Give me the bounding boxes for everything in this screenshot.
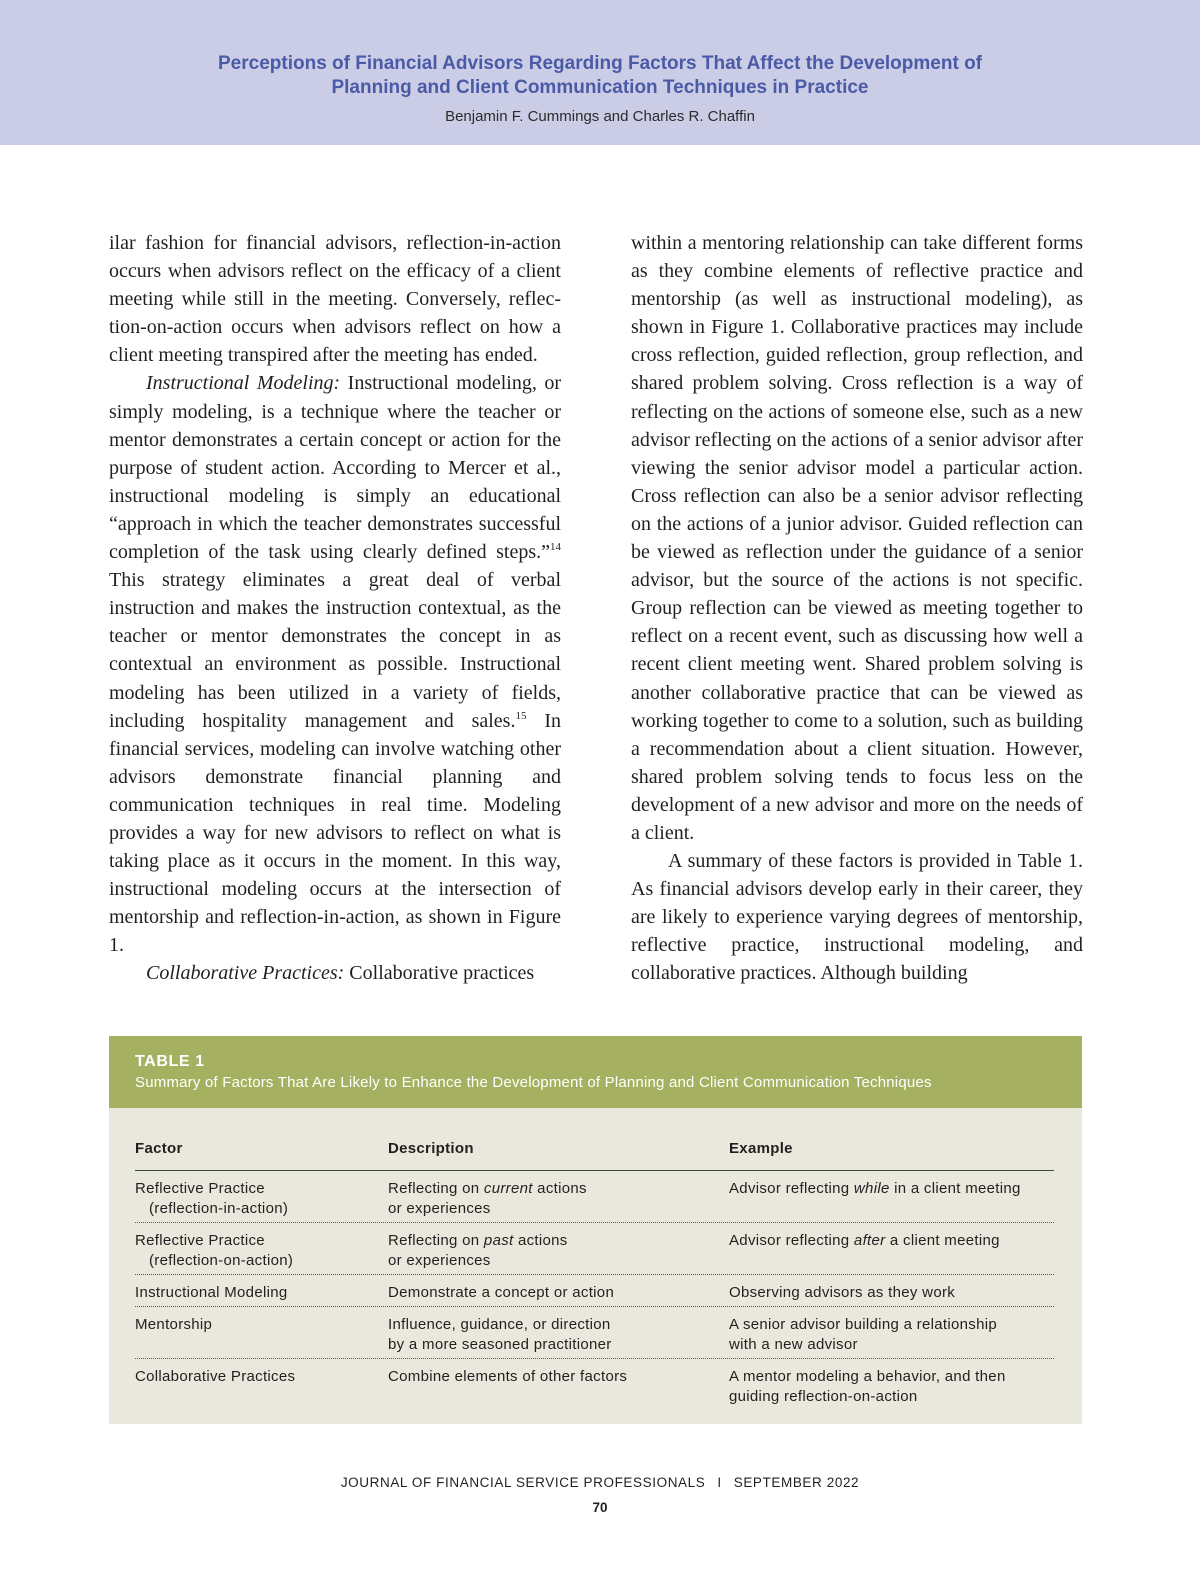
description-line-2: by a more seasoned practitioner: [388, 1336, 612, 1353]
article-authors: Benjamin F. Cummings and Charles R. Chaffin: [445, 108, 755, 125]
description-emphasis: current: [483, 1180, 533, 1197]
factor-subtype: (reflection-on-action): [149, 1252, 294, 1269]
table-row: [135, 1275, 1054, 1307]
example-line: A mentor modeling a behavior, and then: [729, 1368, 1006, 1385]
description-line: Influence, guidance, or direction: [388, 1316, 611, 1333]
example-line: [729, 1179, 1054, 1199]
running-header: [0, 0, 1200, 145]
description-text: Reflecting on: [388, 1232, 484, 1249]
running-footer: [0, 1475, 1200, 1490]
description-text: actions: [513, 1232, 568, 1249]
description-line-2: or experiences: [388, 1252, 491, 1269]
cell-factor: Instructional Modeling: [135, 1284, 288, 1301]
issue-date: SEPTEMBER 2022: [733, 1475, 860, 1490]
page-number: 70: [592, 1500, 608, 1515]
right-column: [631, 229, 1083, 988]
cell-example: [729, 1179, 1054, 1219]
table-row: [135, 1307, 1054, 1359]
factor-name: Reflective Practice: [135, 1180, 265, 1197]
example-emphasis: after: [853, 1232, 886, 1249]
description-text: actions: [532, 1180, 587, 1197]
section-run-in-heading: Collaborative Practices:: [146, 962, 345, 985]
cell-factor: [135, 1231, 388, 1271]
table-grid: [135, 1140, 1054, 1410]
example-line: A senior advisor building a relationship: [729, 1316, 997, 1333]
cell-description: Combine elements of other factors: [388, 1368, 628, 1385]
cell-factor: Collaborative Practices: [135, 1368, 296, 1385]
column-header-description: Description: [388, 1140, 474, 1157]
paragraph-text: In financial services, modeling can involve watching other advisors demonstrate financial planning and communication techniques in real time. Modeling provides a way for new advisors to reflect on what is taking place as it occurs in the moment. In this way, instructional modeling occurs at the intersection of mentorship and reflection-in-action, as shown in Figure 1.: [109, 709, 561, 957]
cell-factor: Mentorship: [135, 1316, 213, 1333]
factor-name: Reflective Practice: [135, 1232, 265, 1249]
paragraph-text: This strategy eliminates a great deal of verbal instruction and makes the instruction contextual, as the teacher or mentor demonstrates the concept in as contextual an environment as possible. Instructional modeling has been utilized in a variety of fields, including hospitality management and sales.: [109, 569, 561, 732]
example-line-2: with a new advisor: [729, 1336, 858, 1353]
footer-separator: I: [717, 1475, 722, 1490]
paragraph: ilar fashion for financial advisors, reflection-in-action occurs when advisors reflect on the efficacy of a client meeting while still in the meeting. Conversely, reflection-on-action occurs when advisors reflect on how a client meeting transpired after the meeting has ended.: [109, 232, 561, 367]
cell-example: [729, 1367, 1054, 1407]
table-caption: Summary of Factors That Are Likely to Enhance the Development of Planning and Client Communication Techniques: [135, 1074, 932, 1091]
paragraph-instructional-modeling: [109, 369, 561, 959]
cell-description: [388, 1179, 729, 1219]
example-text: Advisor reflecting: [729, 1232, 854, 1249]
paragraph-collaborative-practices: [109, 959, 561, 987]
column-header-example: Example: [729, 1140, 793, 1157]
summary-table: [109, 1036, 1082, 1424]
table-row: [135, 1171, 1054, 1223]
footnote-ref: 15: [515, 709, 527, 722]
example-emphasis: while: [853, 1180, 890, 1197]
description-text: Reflecting on: [388, 1180, 484, 1197]
example-line: [729, 1231, 1054, 1251]
example-text: Advisor reflecting: [729, 1180, 854, 1197]
table-row: [135, 1223, 1054, 1275]
footnote-ref: 14: [550, 541, 561, 554]
example-line-2: guiding reflection-on-action: [729, 1388, 918, 1405]
section-run-in-heading: Instructional Modeling:: [146, 372, 341, 395]
table-row: [135, 1359, 1054, 1410]
article-title-line-2: Planning and Client Communication Techniques in Practice: [331, 77, 869, 98]
table-label: TABLE 1: [135, 1053, 205, 1070]
paragraph-text: Instructional modeling, or simply modeling, is a technique where the teacher or mentor demonstrates a certain concept or action for the purpose of student action. According to Mercer et al., instructional modeling is simply an educational “approach in which the teacher demonstrates successful completion of the task using clearly defined steps.”: [109, 372, 561, 564]
paragraph: within a mentoring relationship can take different forms as they combine elements of reflective practice and mentorship (as well as instructional modeling), as shown in Figure 1. Collaborative practices may include cross reflection, guided reflection, group reflection, and shared problem solving. Cross reflection is a way of reflecting on the actions of someone else, such as a new advisor reflecting on the actions of a senior advisor after viewing the senior advisor model a particular action. Cross reflection can also be a senior advisor reflecting on the actions of a junior advisor. Guided reflection can be viewed as reflection under the guidance of a senior advisor, but the source of the actions is not specific. Group reflection can be viewed as meeting together to reflect on a recent event, such as discussing how well a recent client meeting went. Shared problem solving is another collaborative practice that can be viewed as working together to come to a solution, such as building a recommendation about a client situation. However, shared problem solving tends to focus less on the development of a new advisor and more on the needs of a client.: [631, 232, 1083, 844]
cell-factor: [135, 1179, 388, 1219]
table-column-headers: [135, 1140, 1054, 1171]
journal-name: JOURNAL OF FINANCIAL SERVICE PROFESSIONALS: [340, 1475, 706, 1490]
cell-example: [729, 1315, 1054, 1355]
example-text: in a client meeting: [889, 1180, 1021, 1197]
description-line: [388, 1231, 729, 1251]
table-header-band: [109, 1036, 1082, 1108]
example-text: a client meeting: [885, 1232, 1000, 1249]
paragraph-text: Collaborative practices: [344, 962, 535, 985]
description-line-2: or experiences: [388, 1200, 491, 1217]
article-title: [0, 52, 1200, 100]
cell-description: [388, 1231, 729, 1271]
cell-description: [388, 1315, 729, 1355]
article-title-line-1: Perceptions of Financial Advisors Regarding Factors That Affect the Development of: [218, 53, 982, 74]
cell-description: Demonstrate a concept or action: [388, 1284, 615, 1301]
cell-example: [729, 1231, 1054, 1271]
description-emphasis: past: [483, 1232, 514, 1249]
column-header-factor: Factor: [135, 1140, 183, 1157]
factor-subtype: (reflection-in-action): [149, 1200, 289, 1217]
left-column: [109, 229, 561, 988]
paragraph: A summary of these factors is provided in Table 1. As financial advisors develop early in their career, they are likely to experience varying degrees of mentorship, reflective practice, instructional modeling, and collaborative practices. Although building: [631, 850, 1083, 985]
cell-example: Observing advisors as they work: [729, 1284, 956, 1301]
description-line: [388, 1179, 729, 1199]
